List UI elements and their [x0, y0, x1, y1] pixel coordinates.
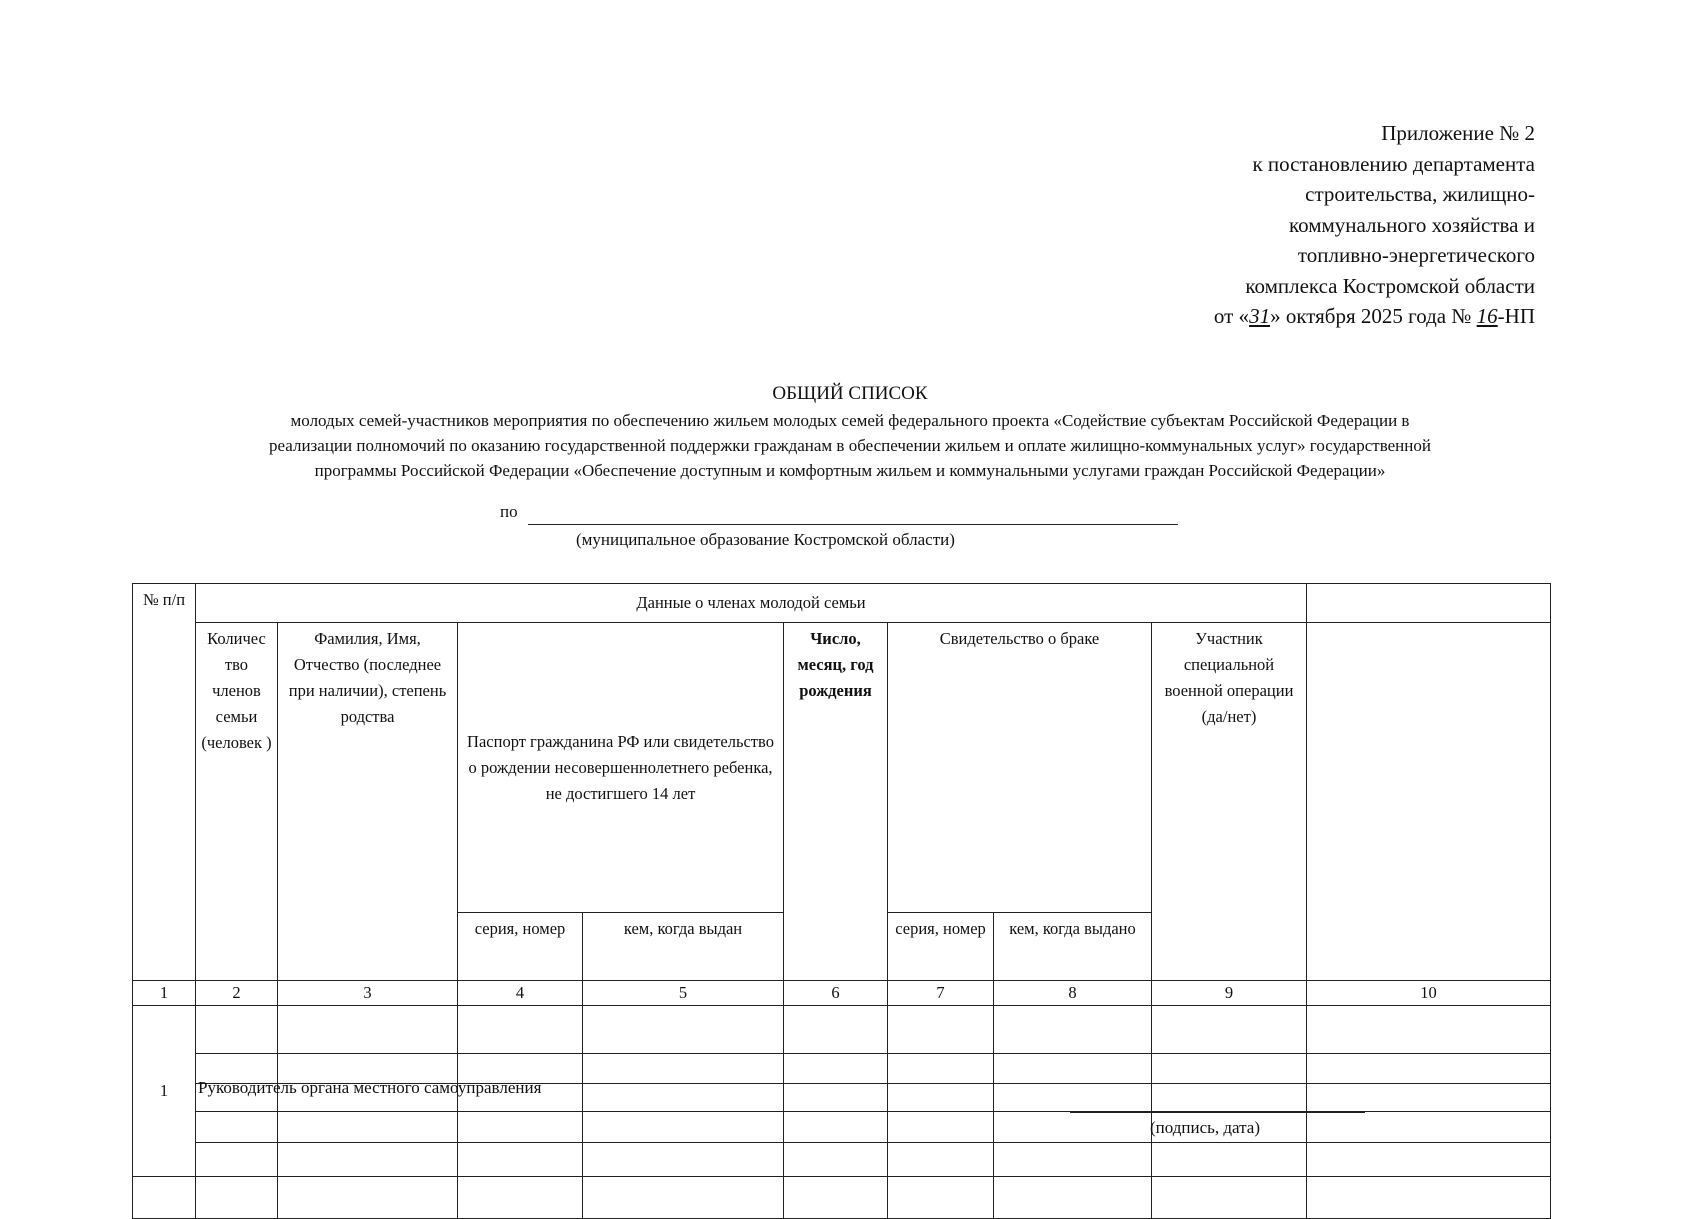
empty-cell	[888, 1054, 994, 1084]
empty-cell	[994, 1084, 1152, 1112]
municipality-caption: (муниципальное образование Костромской области)	[576, 530, 955, 549]
appendix-date	[1214, 301, 1535, 332]
empty-cell	[583, 1143, 784, 1177]
empty-cell	[196, 1112, 278, 1143]
column-number: 5	[583, 981, 784, 1006]
header-passport: Паспорт гражданина РФ или свидетельство о рождении несовершеннолетнего ребенка, не достигшего 14 лет	[458, 623, 784, 913]
municipality-blank-line	[528, 524, 1178, 525]
header-marriage-series: серия, номер	[888, 913, 994, 981]
empty-cell	[1307, 1006, 1551, 1054]
empty-cell	[196, 1006, 278, 1054]
empty-cell	[1307, 1054, 1551, 1084]
header-passport-series: серия, номер	[458, 913, 583, 981]
empty-cell	[583, 1084, 784, 1112]
empty-cell	[784, 1084, 888, 1112]
empty-cell	[1152, 1054, 1307, 1084]
empty-cell	[196, 1143, 278, 1177]
appendix-line: топливно-энергетического	[1297, 243, 1535, 267]
empty-cell	[1152, 1177, 1307, 1219]
table-row	[133, 1143, 1551, 1177]
empty-cell	[994, 1006, 1152, 1054]
empty-cell	[784, 1143, 888, 1177]
subtitle-line: программы Российской Федерации «Обеспечение доступным и комфортным жильем и коммунальными услугами граждан Российской Федерации»	[314, 461, 1386, 480]
empty-cell	[196, 1177, 278, 1219]
empty-cell	[784, 1006, 888, 1054]
header-empty-cell	[1307, 584, 1551, 623]
empty-cell	[278, 1143, 458, 1177]
family-list-table	[132, 583, 1551, 1219]
empty-cell	[784, 1112, 888, 1143]
empty-cell	[888, 1177, 994, 1219]
table-row	[133, 1006, 1551, 1054]
empty-cell	[278, 1006, 458, 1054]
header-member-count: Количес тво членов семьи (человек )	[196, 623, 278, 981]
head-of-authority-label: Руководитель органа местного самоуправления	[198, 1078, 542, 1097]
empty-cell	[278, 1177, 458, 1219]
row-number: 1	[133, 1006, 196, 1177]
column-number: 1	[133, 981, 196, 1006]
column-number: 7	[888, 981, 994, 1006]
empty-cell	[888, 1112, 994, 1143]
document-subtitle	[120, 408, 1580, 483]
document-heading: ОБЩИЙ СПИСОК	[772, 383, 928, 404]
header-marriage-certificate: Свидетельство о браке	[888, 623, 1152, 913]
empty-cell	[888, 1143, 994, 1177]
empty-cell	[458, 1177, 583, 1219]
appendix-line: к постановлению департамента	[1252, 151, 1535, 176]
table-row	[133, 1112, 1551, 1143]
date-middle: » октября 2025 года №	[1270, 304, 1477, 328]
empty-cell	[888, 1006, 994, 1054]
handwritten-day: 31	[1249, 304, 1271, 328]
empty-cell	[458, 1143, 583, 1177]
empty-cell	[583, 1112, 784, 1143]
subtitle-line: реализации полномочий по оказанию государственной поддержки гражданам в обеспечении жильем и оплате жилищно-коммунальных услуг» государственной	[269, 436, 1431, 455]
empty-cell	[1307, 1084, 1551, 1112]
empty-cell	[1152, 1084, 1307, 1112]
date-prefix: от «	[1213, 304, 1250, 328]
empty-cell	[1307, 1143, 1551, 1177]
column-number: 4	[458, 981, 583, 1006]
empty-cell	[994, 1054, 1152, 1084]
empty-cell	[133, 1177, 196, 1219]
header-number: № п/п	[133, 584, 196, 981]
empty-cell	[278, 1112, 458, 1143]
signature-caption: (подпись, дата)	[1150, 1118, 1261, 1137]
appendix-block	[1214, 118, 1535, 332]
empty-cell	[784, 1177, 888, 1219]
empty-cell	[994, 1143, 1152, 1177]
header-svo-participant: Участник специальной военной операции (да/нет)	[1152, 623, 1307, 981]
appendix-line: коммунального хозяйства и	[1288, 212, 1535, 237]
column-number: 3	[278, 981, 458, 1006]
column-number: 10	[1307, 981, 1551, 1006]
municipality-prefix: по	[500, 502, 518, 521]
empty-cell	[583, 1006, 784, 1054]
column-number: 6	[784, 981, 888, 1006]
empty-cell	[888, 1084, 994, 1112]
handwritten-number: 16	[1476, 304, 1498, 328]
empty-cell	[458, 1006, 583, 1054]
column-number: 8	[994, 981, 1152, 1006]
table-row	[133, 1177, 1551, 1219]
empty-cell	[1307, 1112, 1551, 1143]
appendix-line: строительства, жилищно-	[1305, 182, 1535, 206]
empty-cell	[583, 1177, 784, 1219]
empty-cell	[1152, 1143, 1307, 1177]
title-block	[120, 382, 1580, 483]
column-number: 2	[196, 981, 278, 1006]
header-passport-issued: кем, когда выдан	[583, 913, 784, 981]
subtitle-line: молодых семей-участников мероприятия по обеспечению жильем молодых семей федерального проекта «Содействие субъектам Российской Федерации в	[290, 411, 1410, 430]
empty-cell	[458, 1112, 583, 1143]
column-number-row	[133, 981, 1551, 1006]
empty-cell	[583, 1054, 784, 1084]
empty-cell	[784, 1054, 888, 1084]
header-birthdate: Число, месяц, год рождения	[784, 623, 888, 981]
header-marriage-issued: кем, когда выдано	[994, 913, 1152, 981]
header-family-data: Данные о членах молодой семьи	[196, 584, 1307, 623]
appendix-title: Приложение № 2	[1381, 121, 1535, 145]
empty-cell	[1152, 1006, 1307, 1054]
date-suffix: -НП	[1497, 304, 1535, 328]
signature-line	[1070, 1112, 1365, 1113]
column-number: 9	[1152, 981, 1307, 1006]
empty-cell	[994, 1112, 1152, 1143]
empty-cell	[1307, 1177, 1551, 1219]
header-full-name: Фамилия, Имя, Отчество (последнее при наличии), степень родства	[278, 623, 458, 981]
empty-cell	[994, 1177, 1152, 1219]
appendix-line: комплекса Костромской области	[1245, 273, 1535, 298]
